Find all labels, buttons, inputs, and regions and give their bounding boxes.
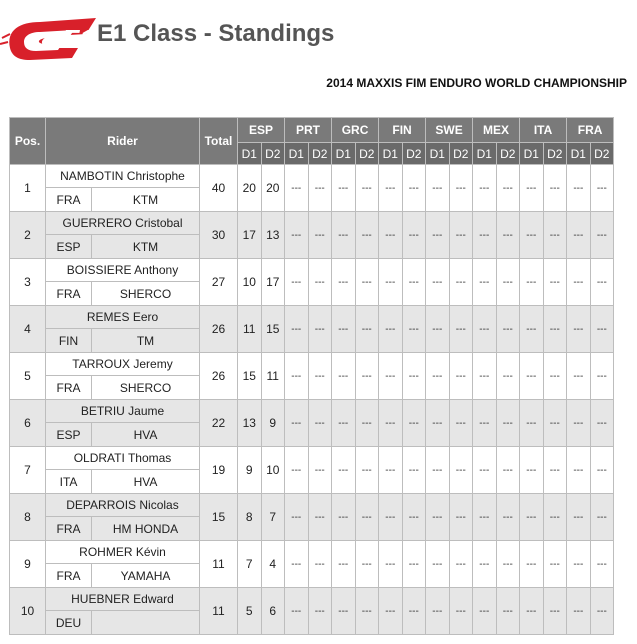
total-cell: 26: [200, 306, 238, 353]
result-cell: ---: [543, 494, 567, 541]
result-cell: 15: [261, 306, 285, 353]
result-cell: 7: [261, 494, 285, 541]
result-cell: ---: [496, 212, 520, 259]
day-header: D1: [567, 143, 591, 165]
result-cell: ---: [590, 165, 614, 212]
rider-brand: KTM: [92, 235, 200, 259]
result-cell: ---: [308, 212, 332, 259]
result-cell: ---: [449, 306, 473, 353]
rider-name: TARROUX Jeremy: [46, 353, 200, 376]
day-header: D2: [402, 143, 426, 165]
rider-name: REMES Eero: [46, 306, 200, 329]
result-cell: ---: [426, 165, 450, 212]
result-cell: 5: [238, 588, 262, 635]
result-cell: ---: [308, 306, 332, 353]
result-cell: ---: [520, 588, 544, 635]
result-cell: ---: [590, 494, 614, 541]
result-cell: ---: [496, 541, 520, 588]
result-cell: 9: [238, 447, 262, 494]
result-cell: ---: [355, 541, 379, 588]
result-cell: ---: [567, 212, 591, 259]
result-cell: ---: [473, 165, 497, 212]
result-cell: ---: [379, 353, 403, 400]
result-cell: ---: [449, 400, 473, 447]
result-cell: ---: [567, 306, 591, 353]
result-cell: ---: [590, 259, 614, 306]
rider-brand: KTM: [92, 188, 200, 212]
result-cell: ---: [473, 259, 497, 306]
rider-name: ROHMER Kévin: [46, 541, 200, 564]
result-cell: ---: [379, 400, 403, 447]
result-cell: ---: [590, 447, 614, 494]
rider-name: GUERRERO Cristobal: [46, 212, 200, 235]
event-header-fin: FIN: [379, 118, 426, 143]
result-cell: ---: [332, 165, 356, 212]
result-cell: ---: [379, 447, 403, 494]
result-cell: ---: [379, 165, 403, 212]
position-cell: 6: [10, 400, 46, 447]
result-cell: ---: [543, 353, 567, 400]
result-cell: ---: [520, 353, 544, 400]
rider-nation: FRA: [46, 376, 92, 400]
rider-brand: SHERCO: [92, 282, 200, 306]
result-cell: ---: [426, 353, 450, 400]
event-header-swe: SWE: [426, 118, 473, 143]
result-cell: 10: [261, 447, 285, 494]
rider-name: OLDRATI Thomas: [46, 447, 200, 470]
position-cell: 9: [10, 541, 46, 588]
result-cell: ---: [355, 494, 379, 541]
total-cell: 22: [200, 400, 238, 447]
result-cell: ---: [285, 588, 309, 635]
result-cell: ---: [449, 447, 473, 494]
result-cell: 20: [261, 165, 285, 212]
result-cell: ---: [332, 259, 356, 306]
result-cell: ---: [543, 447, 567, 494]
result-cell: ---: [520, 259, 544, 306]
table-row: [10, 400, 614, 423]
page-title: E1 Class - Standings: [97, 20, 335, 47]
result-cell: ---: [426, 447, 450, 494]
result-cell: ---: [332, 541, 356, 588]
position-cell: 8: [10, 494, 46, 541]
rider-nation: ESP: [46, 235, 92, 259]
result-cell: ---: [590, 400, 614, 447]
result-cell: ---: [402, 588, 426, 635]
result-cell: ---: [355, 588, 379, 635]
result-cell: ---: [285, 447, 309, 494]
day-header: D1: [238, 143, 262, 165]
result-cell: ---: [332, 353, 356, 400]
result-cell: ---: [285, 165, 309, 212]
svg-text:E1: E1: [62, 24, 94, 54]
result-cell: ---: [449, 588, 473, 635]
result-cell: 8: [238, 494, 262, 541]
result-cell: ---: [308, 447, 332, 494]
result-cell: ---: [496, 353, 520, 400]
total-cell: 40: [200, 165, 238, 212]
result-cell: ---: [332, 400, 356, 447]
result-cell: ---: [355, 165, 379, 212]
position-cell: 7: [10, 447, 46, 494]
result-cell: ---: [520, 541, 544, 588]
result-cell: ---: [590, 588, 614, 635]
result-cell: ---: [402, 306, 426, 353]
result-cell: ---: [543, 259, 567, 306]
result-cell: ---: [590, 353, 614, 400]
championship-title: 2014 MAXXIS FIM ENDURO WORLD CHAMPIONSHIP: [326, 76, 627, 90]
day-header: D1: [426, 143, 450, 165]
rider-nation: DEU: [46, 611, 92, 635]
result-cell: ---: [567, 400, 591, 447]
rider-name: BOISSIERE Anthony: [46, 259, 200, 282]
event-header-grc: GRC: [332, 118, 379, 143]
result-cell: ---: [590, 541, 614, 588]
rider-name: DEPARROIS Nicolas: [46, 494, 200, 517]
day-header: D2: [308, 143, 332, 165]
rider-brand: HVA: [92, 470, 200, 494]
total-cell: 26: [200, 353, 238, 400]
result-cell: ---: [308, 259, 332, 306]
result-cell: ---: [332, 212, 356, 259]
result-cell: ---: [285, 306, 309, 353]
position-cell: 3: [10, 259, 46, 306]
rider-nation: ESP: [46, 423, 92, 447]
result-cell: ---: [590, 212, 614, 259]
result-cell: ---: [402, 212, 426, 259]
result-cell: ---: [308, 353, 332, 400]
result-cell: ---: [379, 259, 403, 306]
rider-brand: HM HONDA: [92, 517, 200, 541]
day-header: D2: [261, 143, 285, 165]
total-cell: 27: [200, 259, 238, 306]
result-cell: ---: [402, 165, 426, 212]
result-cell: ---: [473, 588, 497, 635]
day-header: D2: [449, 143, 473, 165]
result-cell: 11: [238, 306, 262, 353]
result-cell: ---: [285, 259, 309, 306]
result-cell: 13: [238, 400, 262, 447]
result-cell: ---: [402, 353, 426, 400]
day-header: D1: [379, 143, 403, 165]
result-cell: ---: [379, 212, 403, 259]
result-cell: ---: [285, 353, 309, 400]
rider-name: BETRIU Jaume: [46, 400, 200, 423]
result-cell: ---: [520, 400, 544, 447]
result-cell: ---: [332, 588, 356, 635]
result-cell: ---: [426, 588, 450, 635]
day-header: D1: [285, 143, 309, 165]
rider-name: NAMBOTIN Christophe: [46, 165, 200, 188]
result-cell: ---: [426, 212, 450, 259]
day-header: D1: [473, 143, 497, 165]
total-cell: 11: [200, 541, 238, 588]
result-cell: ---: [473, 494, 497, 541]
result-cell: ---: [543, 165, 567, 212]
result-cell: ---: [520, 165, 544, 212]
total-cell: 30: [200, 212, 238, 259]
day-header: D2: [355, 143, 379, 165]
result-cell: ---: [520, 447, 544, 494]
position-cell: 2: [10, 212, 46, 259]
result-cell: 11: [261, 353, 285, 400]
result-cell: ---: [473, 306, 497, 353]
event-header-prt: PRT: [285, 118, 332, 143]
result-cell: ---: [285, 494, 309, 541]
result-cell: ---: [332, 447, 356, 494]
rider-nation: ITA: [46, 470, 92, 494]
result-cell: ---: [496, 400, 520, 447]
result-cell: ---: [426, 541, 450, 588]
result-cell: ---: [379, 306, 403, 353]
rider-brand: HVA: [92, 423, 200, 447]
result-cell: ---: [449, 212, 473, 259]
rider-nation: FRA: [46, 188, 92, 212]
result-cell: ---: [567, 541, 591, 588]
table-row: [10, 447, 614, 470]
result-cell: ---: [473, 353, 497, 400]
result-cell: ---: [496, 447, 520, 494]
result-cell: 17: [261, 259, 285, 306]
result-cell: 13: [261, 212, 285, 259]
event-header-ita: ITA: [520, 118, 567, 143]
result-cell: ---: [543, 400, 567, 447]
day-header: D2: [543, 143, 567, 165]
total-cell: 11: [200, 588, 238, 635]
result-cell: ---: [520, 494, 544, 541]
table-row: [10, 259, 614, 282]
result-cell: ---: [379, 588, 403, 635]
rider-brand: [92, 611, 200, 635]
result-cell: ---: [543, 212, 567, 259]
standings-table: [9, 117, 614, 635]
result-cell: ---: [308, 400, 332, 447]
table-row: [10, 306, 614, 329]
table-row: [10, 165, 614, 188]
result-cell: ---: [402, 447, 426, 494]
result-cell: ---: [473, 447, 497, 494]
position-cell: 4: [10, 306, 46, 353]
result-cell: ---: [379, 494, 403, 541]
result-cell: ---: [543, 541, 567, 588]
result-cell: ---: [496, 588, 520, 635]
result-cell: ---: [496, 259, 520, 306]
total-cell: 15: [200, 494, 238, 541]
rider-name: HUEBNER Edward: [46, 588, 200, 611]
result-cell: ---: [379, 541, 403, 588]
result-cell: 15: [238, 353, 262, 400]
result-cell: ---: [355, 400, 379, 447]
result-cell: ---: [402, 400, 426, 447]
result-cell: ---: [402, 541, 426, 588]
event-header-mex: MEX: [473, 118, 520, 143]
result-cell: ---: [473, 212, 497, 259]
result-cell: ---: [567, 447, 591, 494]
e1-logo-icon: [0, 8, 98, 64]
result-cell: ---: [426, 259, 450, 306]
result-cell: ---: [285, 541, 309, 588]
rider-brand: SHERCO: [92, 376, 200, 400]
table-row: [10, 588, 614, 611]
result-cell: ---: [308, 541, 332, 588]
col-rider-header: Rider: [46, 118, 200, 165]
result-cell: ---: [496, 165, 520, 212]
result-cell: 4: [261, 541, 285, 588]
result-cell: ---: [332, 306, 356, 353]
result-cell: 20: [238, 165, 262, 212]
result-cell: ---: [543, 306, 567, 353]
result-cell: ---: [496, 494, 520, 541]
result-cell: ---: [567, 259, 591, 306]
position-cell: 5: [10, 353, 46, 400]
result-cell: ---: [449, 165, 473, 212]
rider-brand: TM: [92, 329, 200, 353]
rider-nation: FRA: [46, 564, 92, 588]
result-cell: ---: [426, 400, 450, 447]
result-cell: 9: [261, 400, 285, 447]
result-cell: ---: [449, 353, 473, 400]
result-cell: ---: [332, 494, 356, 541]
day-header: D2: [590, 143, 614, 165]
position-cell: 1: [10, 165, 46, 212]
result-cell: 10: [238, 259, 262, 306]
result-cell: ---: [285, 212, 309, 259]
result-cell: ---: [355, 259, 379, 306]
result-cell: ---: [520, 306, 544, 353]
day-header: D1: [332, 143, 356, 165]
rider-nation: FRA: [46, 282, 92, 306]
result-cell: ---: [567, 494, 591, 541]
result-cell: ---: [449, 494, 473, 541]
table-row: [10, 353, 614, 376]
position-cell: 10: [10, 588, 46, 635]
event-header-fra: FRA: [567, 118, 614, 143]
result-cell: ---: [473, 400, 497, 447]
result-cell: ---: [449, 541, 473, 588]
day-header: D1: [520, 143, 544, 165]
result-cell: ---: [308, 588, 332, 635]
rider-nation: FRA: [46, 517, 92, 541]
day-header: D2: [496, 143, 520, 165]
result-cell: ---: [449, 259, 473, 306]
result-cell: ---: [285, 400, 309, 447]
result-cell: ---: [567, 353, 591, 400]
table-row: [10, 212, 614, 235]
total-cell: 19: [200, 447, 238, 494]
col-total-header: Total: [200, 118, 238, 165]
result-cell: ---: [567, 588, 591, 635]
rider-nation: FIN: [46, 329, 92, 353]
result-cell: ---: [590, 306, 614, 353]
page-header: [0, 0, 637, 110]
result-cell: 6: [261, 588, 285, 635]
event-header-esp: ESP: [238, 118, 285, 143]
result-cell: 7: [238, 541, 262, 588]
result-cell: ---: [308, 165, 332, 212]
result-cell: ---: [402, 494, 426, 541]
result-cell: ---: [308, 494, 332, 541]
table-row: [10, 494, 614, 517]
result-cell: ---: [402, 259, 426, 306]
rider-brand: YAMAHA: [92, 564, 200, 588]
result-cell: ---: [567, 165, 591, 212]
result-cell: ---: [355, 306, 379, 353]
result-cell: ---: [496, 306, 520, 353]
result-cell: ---: [355, 447, 379, 494]
result-cell: ---: [543, 588, 567, 635]
table-row: [10, 541, 614, 564]
col-pos-header: Pos.: [10, 118, 46, 165]
result-cell: ---: [426, 306, 450, 353]
result-cell: ---: [520, 212, 544, 259]
result-cell: ---: [473, 541, 497, 588]
result-cell: ---: [426, 494, 450, 541]
result-cell: ---: [355, 212, 379, 259]
result-cell: ---: [355, 353, 379, 400]
result-cell: 17: [238, 212, 262, 259]
